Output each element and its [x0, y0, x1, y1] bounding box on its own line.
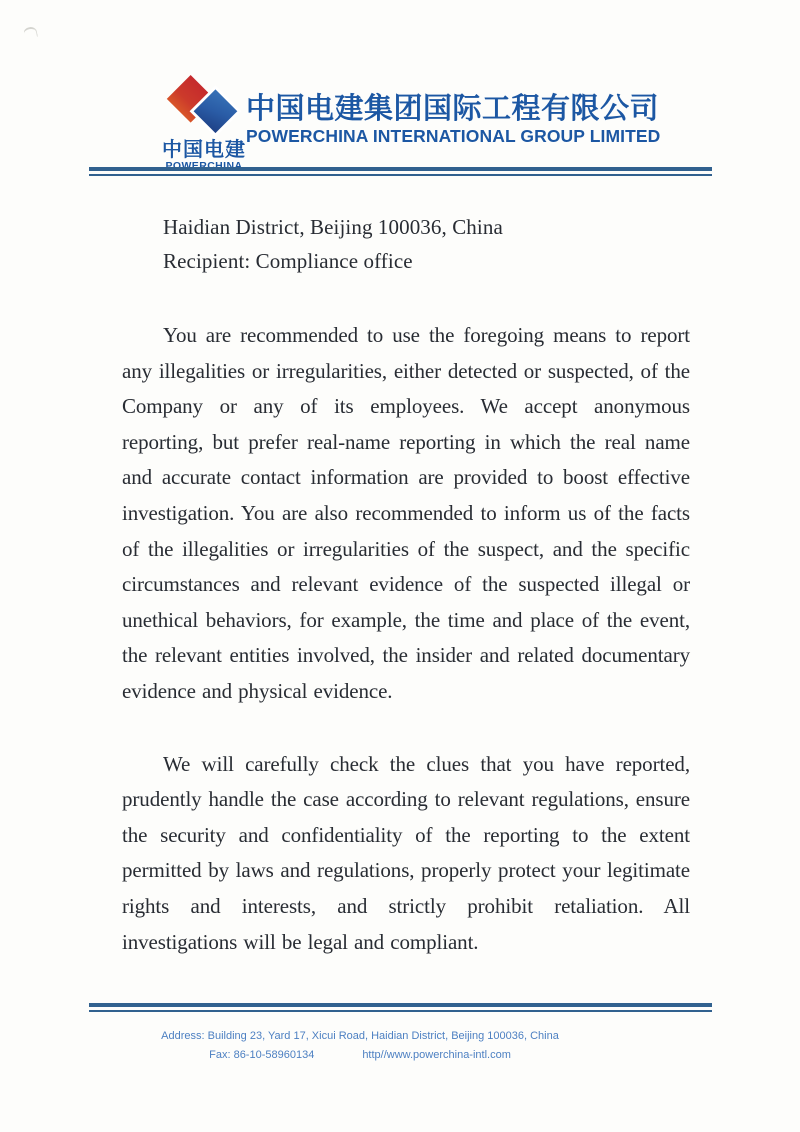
address-line: Haidian District, Beijing 100036, China	[163, 215, 503, 239]
letter-body	[122, 211, 690, 960]
footer-fax: Fax: 86-10-58960134	[209, 1049, 315, 1061]
footer	[120, 1030, 600, 1062]
footer-address: Address: Building 23, Yard 17, Xicui Road, Haidian District, Beijing 100036, China	[161, 1030, 559, 1042]
recipient-line: Recipient: Compliance office	[163, 248, 413, 273]
company-name-en: POWERCHINA INTERNATIONAL GROUP LIMITED	[246, 126, 661, 146]
footer-contact-line	[120, 1049, 600, 1062]
paragraph-confidentiality-assurance: We will carefully check the clues that you have reported, prudently handle the case according to relevant regulations, ensure the security and confidentiality of the reporting to the extent permitted by laws and regulations, properly protect your legitimate rights and interests, and strictly prohibit retaliation. All investigations will be legal and compliant.	[122, 751, 690, 954]
paragraph-reporting-guidance: You are recommended to use the foregoing means to report any illegalities or irregularities, either detected or suspected, of the Company or any of its employees. We accept anonymous reporting, but prefer real-name reporting in which the real name and accurate contact information are provided to boost effective investigation. You are also recommended to inform us of the facts of the illegalities or irregularities of the suspect, and the specific circumstances and relevant evidence of the suspected illegal or unethical behaviors, for example, the time and place of the event, the relevant entities involved, the insider and related documentary evidence and physical evidence.	[122, 323, 690, 703]
logo-cn-text: 中国电建	[162, 137, 246, 161]
logo-en-text: POWERCHINA	[165, 160, 243, 172]
footer-website: http//www.powerchina-intl.com	[362, 1049, 511, 1061]
powerchina-logo-icon	[163, 74, 245, 137]
powerchina-logo	[152, 74, 256, 172]
header-rule	[89, 167, 712, 176]
scan-smudge-artifact	[23, 26, 38, 39]
company-name-cn: 中国电建集团国际工程有限公司	[246, 91, 660, 125]
footer-rule	[89, 1003, 712, 1012]
company-name-block	[246, 92, 660, 146]
